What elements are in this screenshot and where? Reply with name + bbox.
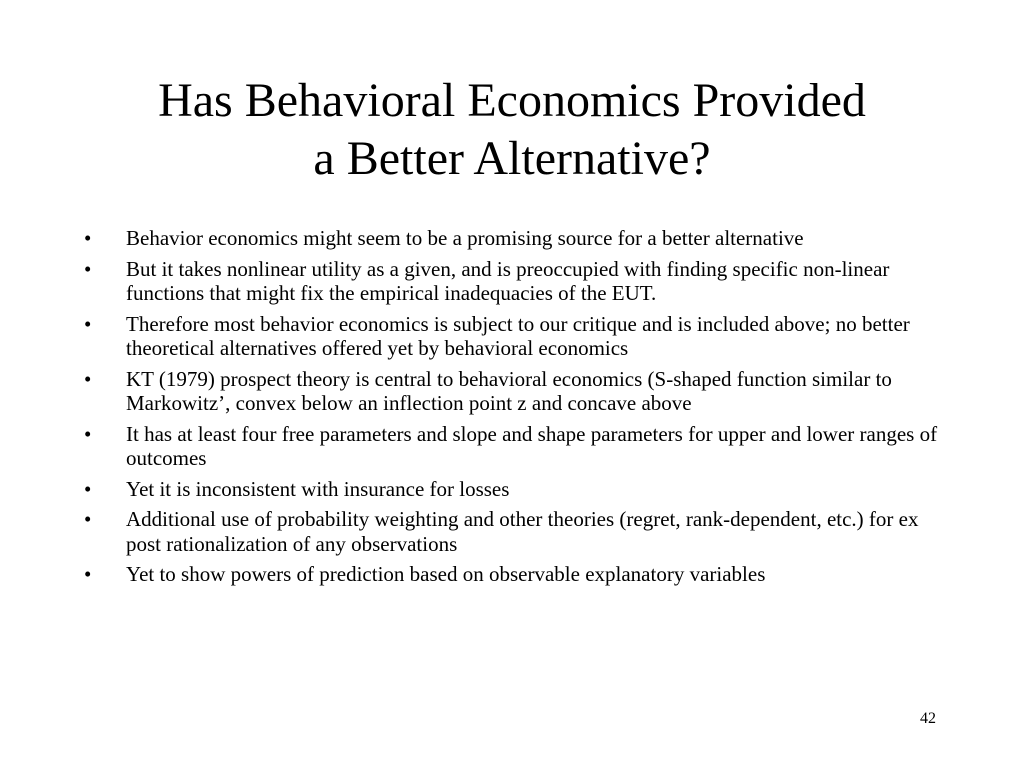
bullet-dot: • — [84, 507, 92, 531]
bullet-text: It has at least four free parameters and slope and shape parameters for upper and lower ranges of outcomes — [126, 421, 938, 470]
bullet-item — [84, 257, 944, 306]
bullet-item — [84, 312, 944, 361]
bullet-item — [84, 226, 944, 251]
bullet-item — [84, 367, 944, 416]
page-number: 42 — [920, 710, 936, 727]
bullet-dot: • — [84, 421, 92, 446]
bullet-dot: • — [84, 226, 92, 250]
bullet-list — [84, 226, 944, 593]
bullet-dot: • — [84, 476, 92, 501]
bullet-text: Additional use of probability weighting and other theories (regret, rank-dependent, etc.) for ex post rationalization of any observations — [126, 507, 919, 556]
bullet-text: Yet to show powers of prediction based on observable explanatory variables — [126, 562, 766, 586]
slide-title — [40, 72, 984, 188]
bullet-item — [84, 422, 944, 471]
slide-title-line-2: a Better Alternative? — [313, 132, 711, 185]
slide-title-line-1: Has Behavioral Economics Provided — [158, 74, 866, 127]
bullet-item — [84, 477, 944, 502]
bullet-dot: • — [84, 366, 92, 391]
bullet-text: Yet it is inconsistent with insurance for losses — [126, 476, 510, 501]
bullet-text: But it takes nonlinear utility as a given, and is preoccupied with finding specific non-linear functions that might fix the empirical inadequacies of the EUT. — [126, 256, 890, 305]
bullet-dot: • — [84, 562, 92, 586]
bullet-text: Behavior economics might seem to be a promising source for a better alternative — [126, 226, 804, 250]
bullet-dot: • — [84, 311, 92, 336]
bullet-item — [84, 562, 944, 587]
bullet-dot: • — [84, 256, 92, 281]
bullet-text: Therefore most behavior economics is subject to our critique and is included above; no better theoretical alternatives offered yet by behavioral economics — [126, 311, 910, 360]
bullet-text: KT (1979) prospect theory is central to behavioral economics (S-shaped function similar to Markowitz’, convex below an inflection point z and concave above — [126, 366, 892, 415]
bullet-item — [84, 507, 944, 556]
